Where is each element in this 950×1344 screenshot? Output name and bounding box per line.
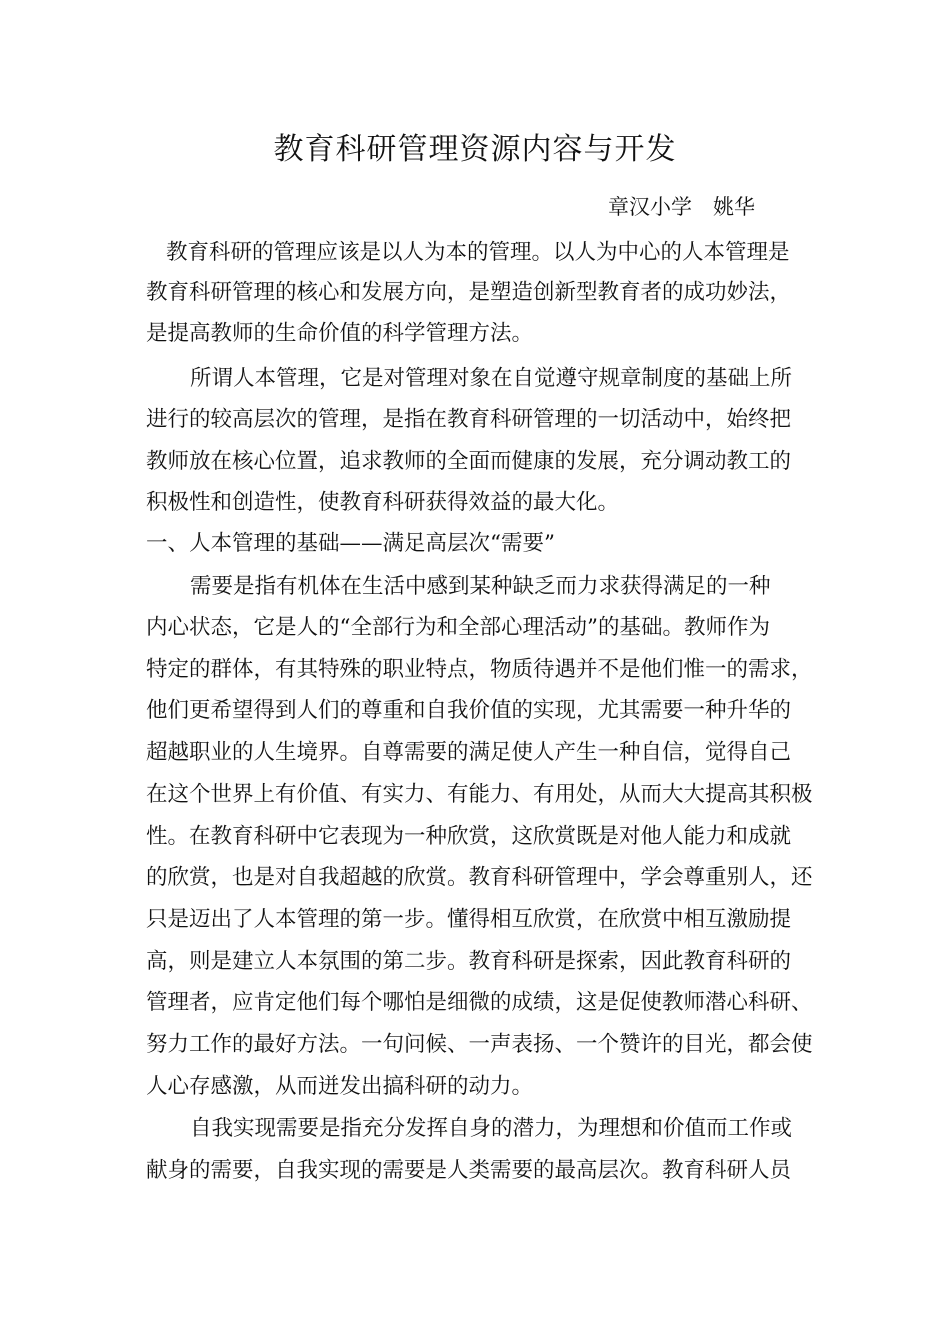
paragraph-line: 教师放在核心位置，追求教师的全面而健康的发展，充分调动教工的 — [146, 449, 792, 474]
paragraph-line: 管理者，应肯定他们每个哪怕是细微的成绩，这是促使教师潜心科研、 — [146, 990, 813, 1015]
paragraph-line: 只是迈出了人本管理的第一步。懂得相互欣赏，在欣赏中相互激励提 — [146, 907, 792, 932]
paragraph-line: 人心存感激，从而迸发出搞科研的动力。 — [146, 1074, 534, 1099]
paragraph-line: 需要是指有机体在生活中感到某种缺乏而力求获得满足的一种 — [190, 574, 771, 599]
paragraph-line: 所谓人本管理，它是对管理对象在自觉遵守规章制度的基础上所 — [190, 366, 793, 391]
paragraph-line: 进行的较高层次的管理，是指在教育科研管理的一切活动中，始终把 — [146, 407, 792, 432]
paragraph-line: 高，则是建立人本氛围的第二步。教育科研是探索，因此教育科研的 — [146, 949, 792, 974]
paragraph-line: 特定的群体，有其特殊的职业特点，物质待遇并不是他们惟一的需求， — [146, 657, 813, 682]
paragraph-line: 他们更希望得到人们的尊重和自我价值的实现，尤其需要一种升华的 — [146, 698, 792, 723]
paragraph-line: 积极性和创造性，使教育科研获得效益的最大化。 — [146, 490, 620, 515]
paragraph-line: 献身的需要，自我实现的需要是人类需要的最高层次。教育科研人员 — [146, 1158, 792, 1183]
paragraph-line: 超越职业的人生境界。自尊需要的满足使人产生一种自信，觉得自己 — [146, 740, 792, 765]
section-heading: 一、人本管理的基础——满足高层次“需要” — [146, 531, 555, 556]
paragraph-line: 自我实现需要是指充分发挥自身的潜力，为理想和价值而工作或 — [190, 1116, 793, 1141]
paragraph-line: 性。在教育科研中它表现为一种欣赏，这欣赏既是对他人能力和成就 — [146, 824, 792, 849]
paragraph-line: 努力工作的最好方法。一句问候、一声表扬、一个赞许的目光，都会使 — [146, 1032, 813, 1057]
paragraph-line: 是提高教师的生命价值的科学管理方法。 — [146, 321, 534, 346]
paragraph-line: 在这个世界上有价值、有实力、有能力、有用处，从而大大提高其积极 — [146, 782, 813, 807]
paragraph-line: 内心状态，它是人的“全部行为和全部心理活动”的基础。教师作为 — [146, 615, 770, 640]
document-title: 教育科研管理资源内容与开发 — [273, 132, 677, 167]
author-line: 章汉小学 姚华 — [608, 195, 755, 219]
paragraph-line: 的欣赏，也是对自我超越的欣赏。教育科研管理中，学会尊重别人，还 — [146, 865, 813, 890]
paragraph-line: 教育科研的管理应该是以人为本的管理。以人为中心的人本管理是 — [166, 240, 790, 265]
paragraph-line: 教育科研管理的核心和发展方向，是塑造创新型教育者的成功妙法， — [146, 280, 792, 305]
